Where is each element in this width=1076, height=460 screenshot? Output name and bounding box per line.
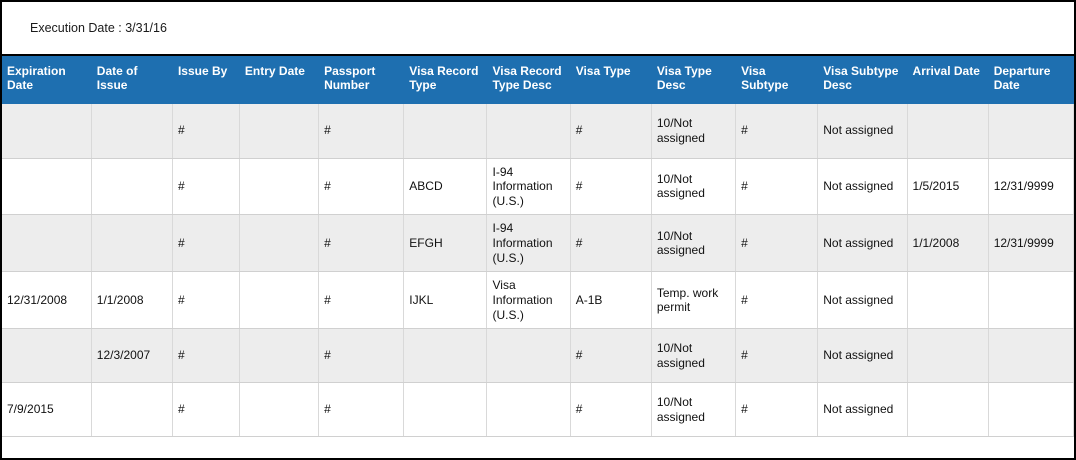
cell-visa-subtype: # [736,272,818,329]
cell-visa-subtype-desc: Not assigned [818,215,907,272]
column-header-entry-date[interactable]: Entry Date [239,56,318,104]
execution-date-label: Execution Date : 3/31/16 [30,21,167,35]
cell-expiration-date [2,215,91,272]
column-header-passport-number[interactable]: Passport Number [319,56,404,104]
cell-passport-number: # [319,158,404,215]
cell-visa-record-type-desc [487,104,570,158]
cell-visa-record-type [404,383,487,437]
cell-visa-record-type-desc: Visa Information (U.S.) [487,272,570,329]
cell-visa-record-type [404,329,487,383]
column-header-arrival-date[interactable]: Arrival Date [907,56,988,104]
cell-visa-record-type: ABCD [404,158,487,215]
cell-issue-by: # [172,215,239,272]
cell-entry-date [239,329,318,383]
cell-date-of-issue [91,215,172,272]
cell-issue-by: # [172,272,239,329]
cell-passport-number: # [319,383,404,437]
column-header-departure-date[interactable]: Departure Date [988,56,1073,104]
visa-records-table [2,56,1074,437]
cell-visa-subtype: # [736,158,818,215]
cell-visa-record-type [404,104,487,158]
cell-visa-type: # [570,383,651,437]
cell-issue-by: # [172,383,239,437]
cell-entry-date [239,158,318,215]
cell-visa-subtype: # [736,383,818,437]
column-header-visa-subtype[interactable]: Visa Subtype [736,56,818,104]
cell-visa-type-desc: 10/Not assigned [651,329,735,383]
cell-passport-number: # [319,272,404,329]
cell-departure-date [988,272,1073,329]
cell-visa-type: A-1B [570,272,651,329]
column-header-visa-subtype-desc[interactable]: Visa Subtype Desc [818,56,907,104]
cell-arrival-date [907,272,988,329]
cell-visa-type: # [570,329,651,383]
cell-expiration-date: 7/9/2015 [2,383,91,437]
cell-entry-date [239,215,318,272]
column-header-visa-type-desc[interactable]: Visa Type Desc [651,56,735,104]
cell-visa-type-desc: 10/Not assigned [651,215,735,272]
table-body [2,104,1074,437]
cell-visa-type-desc: 10/Not assigned [651,383,735,437]
table-header [2,56,1074,104]
column-header-visa-record-type[interactable]: Visa Record Type [404,56,487,104]
column-header-issue-by[interactable]: Issue By [172,56,239,104]
cell-expiration-date: 12/31/2008 [2,272,91,329]
cell-arrival-date [907,329,988,383]
table-row [2,272,1074,329]
cell-visa-subtype: # [736,329,818,383]
cell-issue-by: # [172,329,239,383]
cell-visa-subtype-desc: Not assigned [818,272,907,329]
cell-entry-date [239,383,318,437]
cell-date-of-issue [91,158,172,215]
cell-visa-type-desc: 10/Not assigned [651,104,735,158]
cell-date-of-issue: 1/1/2008 [91,272,172,329]
cell-departure-date [988,383,1073,437]
cell-date-of-issue [91,383,172,437]
cell-visa-record-type-desc [487,329,570,383]
cell-expiration-date [2,104,91,158]
cell-arrival-date: 1/1/2008 [907,215,988,272]
cell-departure-date: 12/31/9999 [988,215,1073,272]
cell-visa-type: # [570,158,651,215]
table-header-row [2,56,1074,104]
cell-arrival-date [907,383,988,437]
report-header-band [2,2,1074,56]
table-row [2,104,1074,158]
cell-date-of-issue: 12/3/2007 [91,329,172,383]
cell-passport-number: # [319,104,404,158]
cell-arrival-date: 1/5/2015 [907,158,988,215]
cell-passport-number: # [319,215,404,272]
cell-expiration-date [2,158,91,215]
cell-departure-date [988,104,1073,158]
cell-departure-date: 12/31/9999 [988,158,1073,215]
cell-visa-subtype-desc: Not assigned [818,104,907,158]
cell-visa-record-type: IJKL [404,272,487,329]
table-row [2,158,1074,215]
cell-visa-subtype: # [736,215,818,272]
cell-visa-type: # [570,104,651,158]
cell-visa-record-type-desc: I-94 Information (U.S.) [487,158,570,215]
cell-passport-number: # [319,329,404,383]
cell-visa-subtype-desc: Not assigned [818,383,907,437]
cell-visa-subtype-desc: Not assigned [818,158,907,215]
cell-arrival-date [907,104,988,158]
cell-visa-subtype-desc: Not assigned [818,329,907,383]
column-header-date-of-issue[interactable]: Date of Issue [91,56,172,104]
table-row [2,215,1074,272]
cell-entry-date [239,104,318,158]
cell-visa-record-type-desc: I-94 Information (U.S.) [487,215,570,272]
cell-issue-by: # [172,104,239,158]
column-header-visa-type[interactable]: Visa Type [570,56,651,104]
cell-visa-subtype: # [736,104,818,158]
cell-expiration-date [2,329,91,383]
cell-visa-type-desc: Temp. work permit [651,272,735,329]
cell-departure-date [988,329,1073,383]
table-row [2,329,1074,383]
cell-visa-type-desc: 10/Not assigned [651,158,735,215]
cell-visa-record-type-desc [487,383,570,437]
cell-entry-date [239,272,318,329]
cell-visa-type: # [570,215,651,272]
column-header-expiration-date[interactable]: Expiration Date [2,56,91,104]
cell-issue-by: # [172,158,239,215]
cell-date-of-issue [91,104,172,158]
column-header-visa-record-type-desc[interactable]: Visa Record Type Desc [487,56,570,104]
cell-visa-record-type: EFGH [404,215,487,272]
table-row [2,383,1074,437]
